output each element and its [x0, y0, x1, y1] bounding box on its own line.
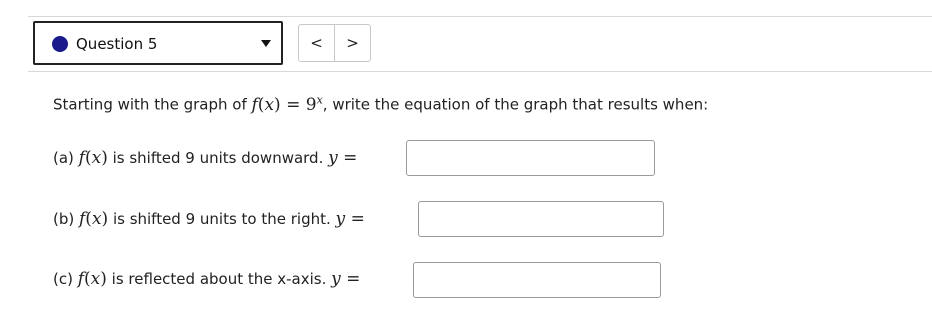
- top-divider: [28, 16, 932, 17]
- part-c-answer-input[interactable]: [413, 262, 661, 298]
- prompt-function-expression: f(x) = 9$^x$: [251, 93, 323, 115]
- part-b-label: (b) f(x) is shifted 9 units to the right. y =: [53, 209, 365, 229]
- prompt-tail: , write the equation of the graph that results when:: [322, 95, 709, 114]
- part-a-answer-input[interactable]: [406, 140, 655, 176]
- question-status-dot: [52, 36, 68, 52]
- header-divider: [28, 71, 932, 72]
- question-prompt: [53, 93, 708, 115]
- prompt-lead: Starting with the graph of: [53, 95, 252, 114]
- question-selector-label: Question 5: [76, 35, 158, 53]
- question-selector[interactable]: [33, 21, 283, 65]
- part-a-label: (a) f(x) is shifted 9 units downward. y =: [53, 148, 358, 168]
- part-c-label: (c) f(x) is reflected about the x-axis. y =: [53, 269, 361, 289]
- previous-question-button[interactable]: <: [298, 24, 335, 62]
- dropdown-caret-icon: [261, 40, 271, 47]
- next-question-button[interactable]: >: [334, 24, 371, 62]
- part-b-answer-input[interactable]: [418, 201, 664, 237]
